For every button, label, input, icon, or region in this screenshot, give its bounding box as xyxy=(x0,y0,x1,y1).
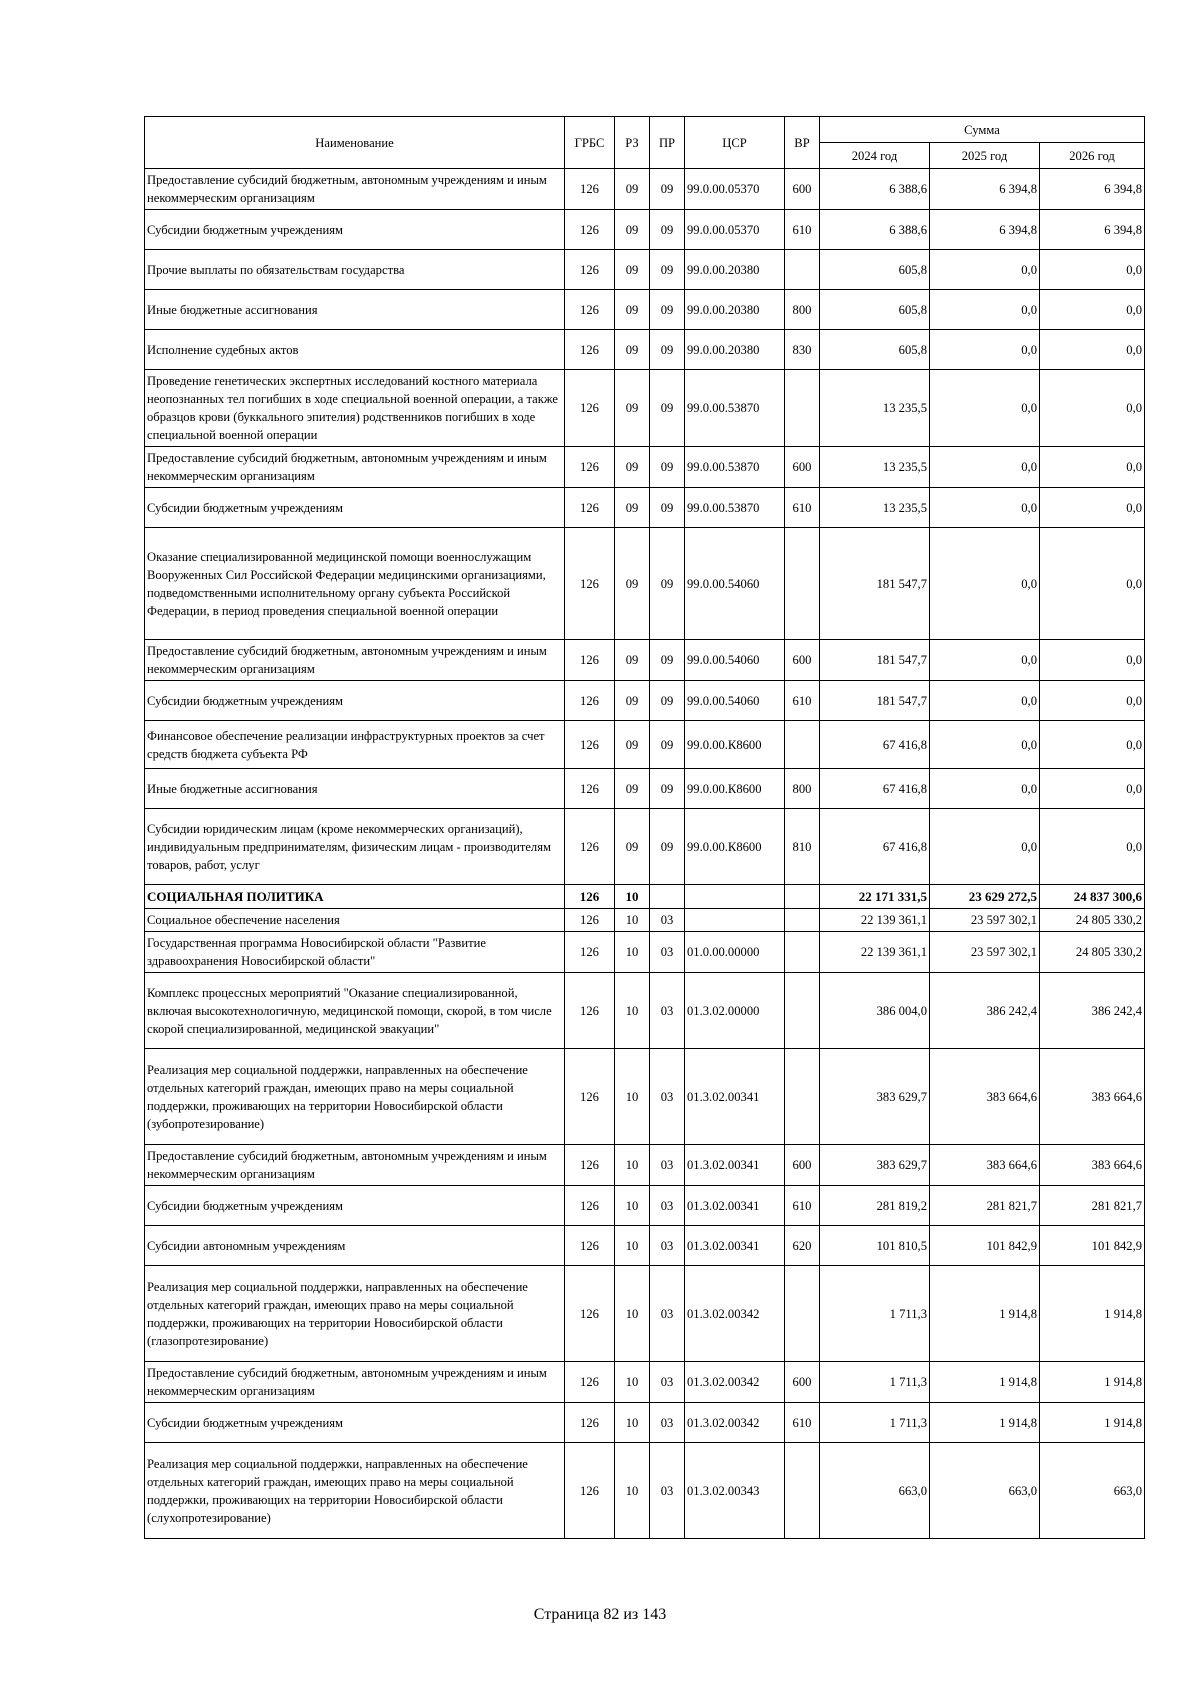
header-csr: ЦСР xyxy=(685,117,785,169)
row-grbs: 126 xyxy=(565,250,615,290)
table-row xyxy=(145,769,1145,809)
row-name: Комплекс процессных мероприятий "Оказание специализированной, включая высокотехнологичную, медицинской помощи, скорой, в том числе скорой специализированной, медицинской эвакуации" xyxy=(145,973,565,1049)
row-vr: 800 xyxy=(785,290,820,330)
row-amount-2024: 13 235,5 xyxy=(820,447,930,488)
row-pr: 09 xyxy=(650,769,685,809)
row-grbs: 126 xyxy=(565,809,615,885)
row-amount-2024: 605,8 xyxy=(820,250,930,290)
row-name: Субсидии бюджетным учреждениям xyxy=(145,210,565,250)
row-rz: 10 xyxy=(615,1403,650,1443)
row-csr: 01.3.02.00341 xyxy=(685,1226,785,1266)
row-amount-2024: 6 388,6 xyxy=(820,210,930,250)
header-rz: РЗ xyxy=(615,117,650,169)
row-csr: 99.0.00.20380 xyxy=(685,330,785,370)
header-grbs: ГРБС xyxy=(565,117,615,169)
row-pr: 03 xyxy=(650,1145,685,1186)
row-amount-2024: 13 235,5 xyxy=(820,488,930,528)
row-vr: 810 xyxy=(785,809,820,885)
row-name: Субсидии автономным учреждениям xyxy=(145,1226,565,1266)
row-amount-2026: 0,0 xyxy=(1040,488,1145,528)
row-amount-2025: 0,0 xyxy=(930,809,1040,885)
row-vr: 600 xyxy=(785,640,820,681)
row-csr: 01.3.02.00341 xyxy=(685,1186,785,1226)
row-vr: 610 xyxy=(785,488,820,528)
row-amount-2025: 0,0 xyxy=(930,250,1040,290)
row-rz: 10 xyxy=(615,1049,650,1145)
row-csr: 99.0.00.К8600 xyxy=(685,721,785,769)
row-csr: 99.0.00.54060 xyxy=(685,681,785,721)
row-amount-2024: 1 711,3 xyxy=(820,1362,930,1403)
row-name: Финансовое обеспечение реализации инфраструктурных проектов за счет средств бюджета субъекта РФ xyxy=(145,721,565,769)
row-pr: 09 xyxy=(650,447,685,488)
row-amount-2025: 1 914,8 xyxy=(930,1403,1040,1443)
row-csr: 99.0.00.53870 xyxy=(685,488,785,528)
row-rz: 09 xyxy=(615,721,650,769)
row-amount-2025: 6 394,8 xyxy=(930,210,1040,250)
row-vr: 600 xyxy=(785,447,820,488)
row-pr: 03 xyxy=(650,1226,685,1266)
row-name: СОЦИАЛЬНАЯ ПОЛИТИКА xyxy=(145,885,565,909)
row-amount-2026: 0,0 xyxy=(1040,330,1145,370)
table-row xyxy=(145,250,1145,290)
row-grbs: 126 xyxy=(565,1226,615,1266)
row-pr: 03 xyxy=(650,1443,685,1539)
row-name: Оказание специализированной медицинской помощи военнослужащим Вооруженных Сил Российской Федерации медицинскими организациями, подведомственными исполнительному органу субъекта Российской Федерации, в период проведения специальной военной операции xyxy=(145,528,565,640)
row-vr xyxy=(785,1049,820,1145)
row-grbs: 126 xyxy=(565,488,615,528)
row-name: Иные бюджетные ассигнования xyxy=(145,290,565,330)
row-vr: 610 xyxy=(785,1186,820,1226)
row-pr: 09 xyxy=(650,528,685,640)
row-rz: 10 xyxy=(615,1186,650,1226)
row-vr: 830 xyxy=(785,330,820,370)
row-pr: 09 xyxy=(650,169,685,210)
row-amount-2024: 13 235,5 xyxy=(820,370,930,447)
row-amount-2025: 281 821,7 xyxy=(930,1186,1040,1226)
row-vr: 600 xyxy=(785,1362,820,1403)
row-rz: 09 xyxy=(615,769,650,809)
header-pr: ПР xyxy=(650,117,685,169)
row-amount-2026: 383 664,6 xyxy=(1040,1145,1145,1186)
row-rz: 09 xyxy=(615,447,650,488)
header-sum: Сумма xyxy=(820,117,1145,143)
row-pr: 09 xyxy=(650,488,685,528)
row-amount-2025: 101 842,9 xyxy=(930,1226,1040,1266)
row-amount-2025: 1 914,8 xyxy=(930,1266,1040,1362)
row-vr xyxy=(785,932,820,973)
row-grbs: 126 xyxy=(565,1145,615,1186)
row-amount-2025: 0,0 xyxy=(930,488,1040,528)
row-amount-2025: 0,0 xyxy=(930,769,1040,809)
row-csr: 01.3.02.00342 xyxy=(685,1266,785,1362)
row-amount-2026: 1 914,8 xyxy=(1040,1266,1145,1362)
row-amount-2025: 0,0 xyxy=(930,330,1040,370)
row-amount-2026: 0,0 xyxy=(1040,528,1145,640)
header-name: Наименование xyxy=(145,117,565,169)
row-rz: 10 xyxy=(615,932,650,973)
table-row xyxy=(145,909,1145,932)
row-grbs: 126 xyxy=(565,1362,615,1403)
row-amount-2024: 281 819,2 xyxy=(820,1186,930,1226)
row-csr: 01.3.02.00343 xyxy=(685,1443,785,1539)
row-vr: 800 xyxy=(785,769,820,809)
row-vr: 600 xyxy=(785,169,820,210)
row-rz: 09 xyxy=(615,640,650,681)
row-vr xyxy=(785,1266,820,1362)
budget-table xyxy=(144,116,1145,1539)
row-amount-2025: 0,0 xyxy=(930,681,1040,721)
row-amount-2025: 0,0 xyxy=(930,528,1040,640)
row-amount-2026: 1 914,8 xyxy=(1040,1403,1145,1443)
row-rz: 10 xyxy=(615,1226,650,1266)
row-vr xyxy=(785,1443,820,1539)
row-vr xyxy=(785,721,820,769)
row-amount-2026: 0,0 xyxy=(1040,447,1145,488)
row-name: Иные бюджетные ассигнования xyxy=(145,769,565,809)
table-row xyxy=(145,885,1145,909)
row-amount-2024: 67 416,8 xyxy=(820,809,930,885)
row-amount-2025: 0,0 xyxy=(930,290,1040,330)
row-pr: 03 xyxy=(650,1362,685,1403)
row-amount-2026: 101 842,9 xyxy=(1040,1226,1145,1266)
row-name: Субсидии бюджетным учреждениям xyxy=(145,488,565,528)
row-rz: 09 xyxy=(615,809,650,885)
row-grbs: 126 xyxy=(565,721,615,769)
row-amount-2024: 1 711,3 xyxy=(820,1266,930,1362)
table-row xyxy=(145,169,1145,210)
row-rz: 10 xyxy=(615,1443,650,1539)
row-amount-2024: 605,8 xyxy=(820,330,930,370)
row-grbs: 126 xyxy=(565,528,615,640)
row-amount-2025: 663,0 xyxy=(930,1443,1040,1539)
row-amount-2024: 605,8 xyxy=(820,290,930,330)
row-amount-2026: 0,0 xyxy=(1040,250,1145,290)
row-amount-2026: 24 837 300,6 xyxy=(1040,885,1145,909)
row-amount-2026: 0,0 xyxy=(1040,769,1145,809)
row-amount-2024: 67 416,8 xyxy=(820,769,930,809)
row-csr: 99.0.00.20380 xyxy=(685,250,785,290)
row-amount-2025: 383 664,6 xyxy=(930,1049,1040,1145)
row-csr: 99.0.00.54060 xyxy=(685,528,785,640)
row-vr xyxy=(785,528,820,640)
row-rz: 10 xyxy=(615,1362,650,1403)
row-vr: 610 xyxy=(785,210,820,250)
row-name: Предоставление субсидий бюджетным, автономным учреждениям и иным некоммерческим организациям xyxy=(145,169,565,210)
row-vr: 620 xyxy=(785,1226,820,1266)
row-amount-2026: 386 242,4 xyxy=(1040,973,1145,1049)
row-csr: 01.3.02.00000 xyxy=(685,973,785,1049)
row-csr: 01.3.02.00342 xyxy=(685,1403,785,1443)
row-rz: 09 xyxy=(615,250,650,290)
row-vr: 600 xyxy=(785,1145,820,1186)
row-vr xyxy=(785,885,820,909)
table-row xyxy=(145,1403,1145,1443)
row-pr: 03 xyxy=(650,932,685,973)
row-grbs: 126 xyxy=(565,447,615,488)
row-csr: 99.0.00.53870 xyxy=(685,447,785,488)
row-csr: 99.0.00.К8600 xyxy=(685,809,785,885)
row-amount-2026: 24 805 330,2 xyxy=(1040,932,1145,973)
row-grbs: 126 xyxy=(565,169,615,210)
row-name: Прочие выплаты по обязательствам государства xyxy=(145,250,565,290)
row-rz: 09 xyxy=(615,210,650,250)
row-amount-2026: 0,0 xyxy=(1040,809,1145,885)
row-amount-2025: 383 664,6 xyxy=(930,1145,1040,1186)
row-grbs: 126 xyxy=(565,681,615,721)
row-amount-2026: 0,0 xyxy=(1040,370,1145,447)
row-grbs: 126 xyxy=(565,885,615,909)
row-rz: 10 xyxy=(615,1266,650,1362)
row-pr: 03 xyxy=(650,1049,685,1145)
row-name: Предоставление субсидий бюджетным, автономным учреждениям и иным некоммерческим организациям xyxy=(145,1362,565,1403)
row-pr: 09 xyxy=(650,809,685,885)
row-amount-2026: 1 914,8 xyxy=(1040,1362,1145,1403)
row-amount-2026: 383 664,6 xyxy=(1040,1049,1145,1145)
row-grbs: 126 xyxy=(565,290,615,330)
row-amount-2024: 67 416,8 xyxy=(820,721,930,769)
row-name: Реализация мер социальной поддержки, направленных на обеспечение отдельных категорий граждан, имеющих право на меры социальной поддержки, проживающих на территории Новосибирской области (слухопротезирование) xyxy=(145,1443,565,1539)
row-amount-2025: 1 914,8 xyxy=(930,1362,1040,1403)
row-amount-2024: 22 171 331,5 xyxy=(820,885,930,909)
table-row xyxy=(145,932,1145,973)
row-rz: 10 xyxy=(615,973,650,1049)
row-rz: 09 xyxy=(615,488,650,528)
row-amount-2026: 0,0 xyxy=(1040,681,1145,721)
table-row xyxy=(145,1362,1145,1403)
row-pr: 09 xyxy=(650,330,685,370)
row-rz: 10 xyxy=(615,909,650,932)
row-pr: 09 xyxy=(650,370,685,447)
row-rz: 10 xyxy=(615,1145,650,1186)
row-pr: 03 xyxy=(650,1403,685,1443)
table-row xyxy=(145,1049,1145,1145)
row-name: Исполнение судебных актов xyxy=(145,330,565,370)
row-amount-2024: 22 139 361,1 xyxy=(820,932,930,973)
header-year-2026: 2026 год xyxy=(1040,143,1145,169)
row-amount-2025: 0,0 xyxy=(930,640,1040,681)
row-pr: 09 xyxy=(650,290,685,330)
row-pr: 09 xyxy=(650,640,685,681)
row-name: Социальное обеспечение населения xyxy=(145,909,565,932)
table-row xyxy=(145,1226,1145,1266)
table-row xyxy=(145,1266,1145,1362)
row-amount-2025: 23 629 272,5 xyxy=(930,885,1040,909)
row-rz: 09 xyxy=(615,370,650,447)
row-grbs: 126 xyxy=(565,1049,615,1145)
table-row xyxy=(145,973,1145,1049)
row-vr xyxy=(785,909,820,932)
row-grbs: 126 xyxy=(565,640,615,681)
row-csr: 99.0.00.54060 xyxy=(685,640,785,681)
row-csr: 01.3.02.00341 xyxy=(685,1145,785,1186)
row-grbs: 126 xyxy=(565,973,615,1049)
row-name: Реализация мер социальной поддержки, направленных на обеспечение отдельных категорий граждан, имеющих право на меры социальной поддержки, проживающих на территории Новосибирской области (зубопротезирование) xyxy=(145,1049,565,1145)
row-name: Предоставление субсидий бюджетным, автономным учреждениям и иным некоммерческим организациям xyxy=(145,1145,565,1186)
table-row xyxy=(145,1186,1145,1226)
row-amount-2025: 0,0 xyxy=(930,370,1040,447)
row-csr: 99.0.00.53870 xyxy=(685,370,785,447)
row-amount-2025: 6 394,8 xyxy=(930,169,1040,210)
table-row xyxy=(145,370,1145,447)
table-row xyxy=(145,721,1145,769)
row-pr: 09 xyxy=(650,210,685,250)
row-grbs: 126 xyxy=(565,1403,615,1443)
row-amount-2024: 22 139 361,1 xyxy=(820,909,930,932)
row-csr: 99.0.00.20380 xyxy=(685,290,785,330)
row-amount-2025: 0,0 xyxy=(930,721,1040,769)
table-row xyxy=(145,809,1145,885)
row-pr: 09 xyxy=(650,721,685,769)
row-grbs: 126 xyxy=(565,1266,615,1362)
row-pr: 03 xyxy=(650,909,685,932)
row-grbs: 126 xyxy=(565,932,615,973)
row-pr: 03 xyxy=(650,1266,685,1362)
table-row xyxy=(145,330,1145,370)
row-name: Субсидии бюджетным учреждениям xyxy=(145,1403,565,1443)
row-name: Субсидии бюджетным учреждениям xyxy=(145,1186,565,1226)
row-grbs: 126 xyxy=(565,769,615,809)
row-grbs: 126 xyxy=(565,330,615,370)
row-amount-2024: 6 388,6 xyxy=(820,169,930,210)
row-pr: 09 xyxy=(650,250,685,290)
row-amount-2026: 0,0 xyxy=(1040,290,1145,330)
row-vr xyxy=(785,250,820,290)
row-vr xyxy=(785,370,820,447)
row-rz: 09 xyxy=(615,290,650,330)
header-year-2024: 2024 год xyxy=(820,143,930,169)
row-grbs: 126 xyxy=(565,1186,615,1226)
row-csr xyxy=(685,909,785,932)
row-amount-2024: 181 547,7 xyxy=(820,640,930,681)
row-amount-2026: 663,0 xyxy=(1040,1443,1145,1539)
row-rz: 09 xyxy=(615,681,650,721)
row-amount-2026: 6 394,8 xyxy=(1040,169,1145,210)
table-body xyxy=(145,169,1145,1539)
header-vr: ВР xyxy=(785,117,820,169)
row-vr: 610 xyxy=(785,681,820,721)
table-row xyxy=(145,210,1145,250)
row-amount-2024: 386 004,0 xyxy=(820,973,930,1049)
table-header xyxy=(145,117,1145,169)
row-amount-2025: 23 597 302,1 xyxy=(930,909,1040,932)
row-amount-2024: 1 711,3 xyxy=(820,1403,930,1443)
row-name: Проведение генетических экспертных исследований костного материала неопознанных тел погибших в ходе специальной военной операции, а также образцов крови (буккального эпителия) родственников погибших в ходе специальной военной операции xyxy=(145,370,565,447)
row-pr xyxy=(650,885,685,909)
table-row xyxy=(145,290,1145,330)
row-csr: 99.0.00.05370 xyxy=(685,169,785,210)
row-pr: 09 xyxy=(650,681,685,721)
row-name: Предоставление субсидий бюджетным, автономным учреждениям и иным некоммерческим организациям xyxy=(145,447,565,488)
row-csr: 99.0.00.05370 xyxy=(685,210,785,250)
header-year-2025: 2025 год xyxy=(930,143,1040,169)
row-amount-2025: 23 597 302,1 xyxy=(930,932,1040,973)
row-rz: 09 xyxy=(615,330,650,370)
row-grbs: 126 xyxy=(565,1443,615,1539)
row-pr: 03 xyxy=(650,1186,685,1226)
row-amount-2026: 281 821,7 xyxy=(1040,1186,1145,1226)
row-rz: 09 xyxy=(615,169,650,210)
row-amount-2024: 383 629,7 xyxy=(820,1145,930,1186)
row-amount-2026: 6 394,8 xyxy=(1040,210,1145,250)
row-grbs: 126 xyxy=(565,210,615,250)
row-name: Государственная программа Новосибирской области "Развитие здравоохранения Новосибирской области" xyxy=(145,932,565,973)
row-rz: 09 xyxy=(615,528,650,640)
row-vr: 610 xyxy=(785,1403,820,1443)
table-row xyxy=(145,447,1145,488)
row-csr: 01.0.00.00000 xyxy=(685,932,785,973)
table-row xyxy=(145,681,1145,721)
table-row xyxy=(145,1145,1145,1186)
row-rz: 10 xyxy=(615,885,650,909)
row-amount-2025: 0,0 xyxy=(930,447,1040,488)
row-name: Субсидии бюджетным учреждениям xyxy=(145,681,565,721)
row-name: Реализация мер социальной поддержки, направленных на обеспечение отдельных категорий граждан, имеющих право на меры социальной поддержки, проживающих на территории Новосибирской области (глазопротезирование) xyxy=(145,1266,565,1362)
row-amount-2026: 0,0 xyxy=(1040,721,1145,769)
table-row xyxy=(145,640,1145,681)
row-amount-2024: 663,0 xyxy=(820,1443,930,1539)
table-row xyxy=(145,1443,1145,1539)
row-name: Предоставление субсидий бюджетным, автономным учреждениям и иным некоммерческим организациям xyxy=(145,640,565,681)
row-amount-2026: 0,0 xyxy=(1040,640,1145,681)
row-amount-2024: 383 629,7 xyxy=(820,1049,930,1145)
row-csr: 99.0.00.К8600 xyxy=(685,769,785,809)
row-amount-2024: 101 810,5 xyxy=(820,1226,930,1266)
table-row xyxy=(145,488,1145,528)
row-grbs: 126 xyxy=(565,370,615,447)
page-number: Страница 82 из 143 xyxy=(533,1606,667,1623)
row-amount-2024: 181 547,7 xyxy=(820,681,930,721)
row-name: Субсидии юридическим лицам (кроме некоммерческих организаций), индивидуальным предпринимателям, физическим лицам - производителям товаров, работ, услуг xyxy=(145,809,565,885)
row-amount-2024: 181 547,7 xyxy=(820,528,930,640)
row-csr xyxy=(685,885,785,909)
table-row xyxy=(145,528,1145,640)
row-vr xyxy=(785,973,820,1049)
row-amount-2026: 24 805 330,2 xyxy=(1040,909,1145,932)
row-csr: 01.3.02.00342 xyxy=(685,1362,785,1403)
row-csr: 01.3.02.00341 xyxy=(685,1049,785,1145)
row-grbs: 126 xyxy=(565,909,615,932)
row-pr: 03 xyxy=(650,973,685,1049)
row-amount-2025: 386 242,4 xyxy=(930,973,1040,1049)
